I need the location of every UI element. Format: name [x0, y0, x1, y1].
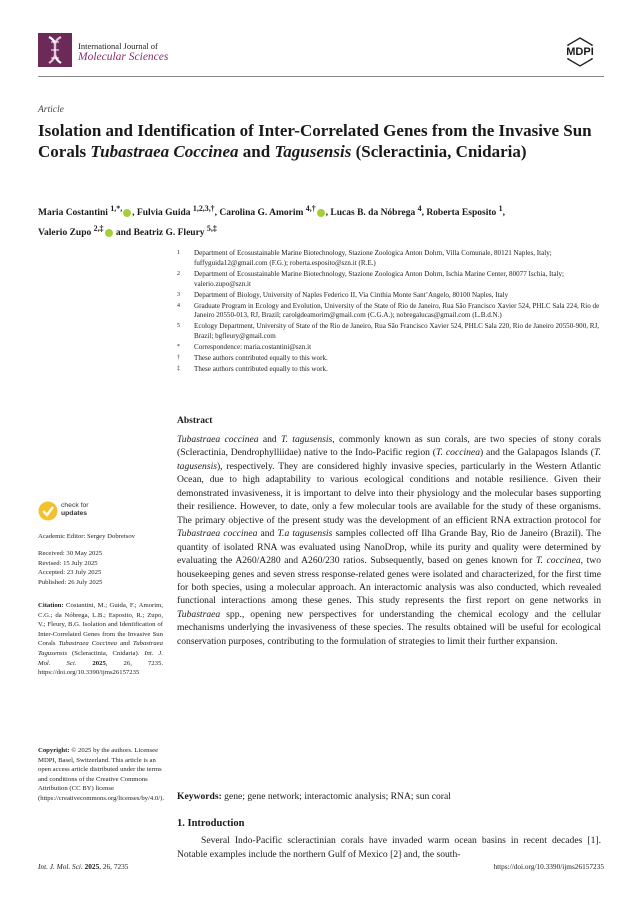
orcid-icon[interactable] [317, 209, 325, 217]
orcid-icon[interactable] [105, 229, 113, 237]
citation-block: Citation: Costantini, M.; Guida, F.; Amorim, C.G.; da Nóbrega, L.B.; Esposito, R.; Zupo, V.; Fleury, B.G. Isolation and Identification of Inter-Correlated Genes from the Invasive Sun Corals Tubastraea Coccinea and Tubastraea Tagusensis (Scleractinia, Cnidaria). Int. J. Mol. Sci. 2025, 26, 7235. https://doi.org/10.3390/ijms26157235 [38, 602, 164, 677]
orcid-icon[interactable] [123, 209, 131, 217]
author-name[interactable]: Carolina G. Amorim [219, 208, 304, 219]
sidebar-editor: Academic Editor: Sergey Dobretsov [38, 533, 136, 540]
affiliation-item [177, 354, 607, 364]
footer-doi-link[interactable]: https://doi.org/10.3390/ijms26157235 [493, 862, 604, 871]
affiliation-item [177, 365, 607, 375]
affiliation-marker: 1 [177, 250, 180, 256]
affiliation-text: These authors contributed equally to this work. [194, 354, 328, 363]
introduction-text: Several Indo-Pacific scleractinian corals have invaded warm ocean basins in recent decades [1]. Notable examples include the northern Gulf of Mexico [2] and, the south- [177, 835, 601, 860]
keywords: Keywords: gene; gene network; interactomic analysis; RNA; sun coral [177, 791, 451, 802]
sidebar-dates [38, 549, 163, 587]
affiliation-marker: 5 [177, 323, 180, 330]
affiliation-marker: 3 [177, 291, 180, 298]
affiliation-marker: 2 [177, 270, 180, 277]
affiliation-item [177, 270, 607, 290]
publisher-name: MDPI [556, 46, 604, 58]
affiliation-marker: 4 [177, 302, 180, 309]
affiliation-item [177, 302, 607, 322]
abstract-heading: Abstract [177, 416, 213, 426]
check-for-updates-label[interactable]: check for updates [61, 502, 89, 517]
article-title: Isolation and Identification of Inter-Correlated Genes from the Invasive Sun Corals Tubastraea Coccinea and Tagusensis (Scleractinia, Cnidaria) [38, 121, 592, 161]
affiliation-marker: ‡ [177, 366, 180, 373]
affiliation-marker: † [177, 355, 180, 362]
author-name[interactable]: Roberta Esposito [426, 208, 497, 219]
abstract-body: Tubastraea coccinea and T. tagusensis, commonly known as sun corals, are two species of stony corals (Scleractinia, Dendrophylliidae) native to the Indo-Pacific region (T. coccinea) and the Galapagos Islands (T. tagusensis), respectively. They are considered highly invasive species, particularly in the Western Atlantic Ocean, due to high adaptability to various ecological conditions and notable resilience. Given their demonstrated invasiveness, it is important to delve into their physiology and the molecular bases supporting their resilience. However, to date, only a few molecular tools are available for the study of these organisms. The primary objective of the present study was the development of an efficient RNA extraction protocol for Tubastraea coccinea and T.a tagusensis samples collected off Ilha Grande Bay, Rio de Janeiro (Brazil). The quantity of isolated RNA was evaluated using NanoDrop, while its purity and quality were determined by evaluating the A260/A280 and A260/230 ratios. Subsequently, based on genes known for T. coccinea, two housekeeping genes and seven stress response-related genes were isolated and characterized, for the first time for both species, using a molecular approach. An interactomic analysis was also conducted, which revealed functional interactions among these genes. This study represents the first report on gene networks in Tubastraea spp., opening new perspectives for understanding the chemical ecology and the cellular mechanisms underlying the invasiveness of these species. The results obtained will be useful for ecological conservation purposes, contributing to the formulation of strategies to limit their further expansion. [177, 434, 602, 647]
affiliation-item [177, 343, 607, 353]
affiliation-text: Ecology Department, University of State of the Rio de Janeiro, Rua São Francisco Xavier 524, PHLC Sala 220, Rio de Janeiro 20550-900, RJ, Brazil; bgfleury@gmail.com [194, 322, 600, 341]
footer-citation: Int. J. Mol. Sci. 2025, 26, 7235 [38, 862, 129, 871]
article-type: Article [38, 105, 64, 115]
affiliation-text: These authors contributed equally to this work. [194, 365, 328, 374]
affiliation-text: Department of Ecosustainable Marine Biotechnology, Stazione Zoologica Anton Dohrn, Ischia Marine Center, 80077 Ischia, Italy; valerio.zupo@szn.it [194, 269, 564, 288]
section-heading-introduction: 1. Introduction [177, 818, 245, 829]
affiliations-list [177, 249, 607, 376]
journal-logo-icon [38, 33, 72, 67]
affiliation-item [177, 249, 607, 269]
author-list: Maria Costantini $^{1,*,}$ , Fulvia Guida $^{1,2,3,\dagger}$, Carolina G. Amorim $^{4,\dagger}$ , Lucas B. da Nóbrega $^4$, Roberta Esposito $^1$, Valerio Zupo $^{2,\ddagger}$ and Beatriz G. Fleury $^{5,\ddagger}$ [38, 204, 505, 239]
journal-name-line1: International Journal of [78, 41, 158, 51]
affiliation-item [177, 322, 607, 342]
revised-date: Revised: 15 July 2025 [38, 559, 98, 567]
author-name[interactable]: Lucas B. da Nóbrega [330, 208, 416, 219]
affiliation-text: Correspondence: maria.costantini@szn.it [194, 343, 312, 352]
copyright-block: Copyright: © 2025 by the authors. Licensee MDPI, Basel, Switzerland. This article is an open access article distributed under the terms and conditions of the Creative Commons Attribution (CC BY) license (https://creativecommons.org/licenses/by/4.0/). [38, 747, 164, 802]
affiliation-text: Department of Ecosustainable Marine Biotechnology, Stazione Zoologica Anton Dohrn, Villa Comunale, 80121 Naples, Italy; fuffyguida12@gmail.com (F.G.); roberta.esposito@szn.it (R.E.) [194, 249, 552, 267]
affiliation-marker: * [177, 344, 180, 351]
check-for-updates-icon[interactable] [38, 500, 58, 522]
accepted-date: Accepted: 23 July 2025 [38, 569, 102, 577]
author-name[interactable]: Fulvia Guida [136, 208, 191, 219]
journal-name-line2: Molecular Sciences [78, 51, 169, 63]
header-divider [38, 76, 604, 77]
author-name[interactable]: Beatriz G. Fleury [133, 228, 205, 239]
author-name[interactable]: Maria Costantini [38, 208, 108, 219]
author-name[interactable]: Valerio Zupo [38, 228, 92, 239]
journal-name [78, 41, 168, 64]
received-date: Received: 30 May 2025 [38, 550, 103, 557]
published-date: Published: 26 July 2025 [38, 578, 103, 586]
affiliation-item [177, 291, 607, 301]
publisher-logo [556, 37, 604, 67]
affiliation-text: Department of Biology, University of Naples Federico II, Via Cinthia Monte Sant’Angelo, 80100 Naples, Italy [194, 290, 509, 299]
affiliation-text: Graduate Program in Ecology and Evolution, University of the State of Rio de Janeiro, Rua São Francisco Xavier 524, PHLC Sala 224, Rio de Janeiro 20550-013, RJ, Brazil; carolgdeamorim@gmail.com (C.G.A.); nobregalucas@gmail.com (L.B.d.N.) [194, 301, 600, 320]
